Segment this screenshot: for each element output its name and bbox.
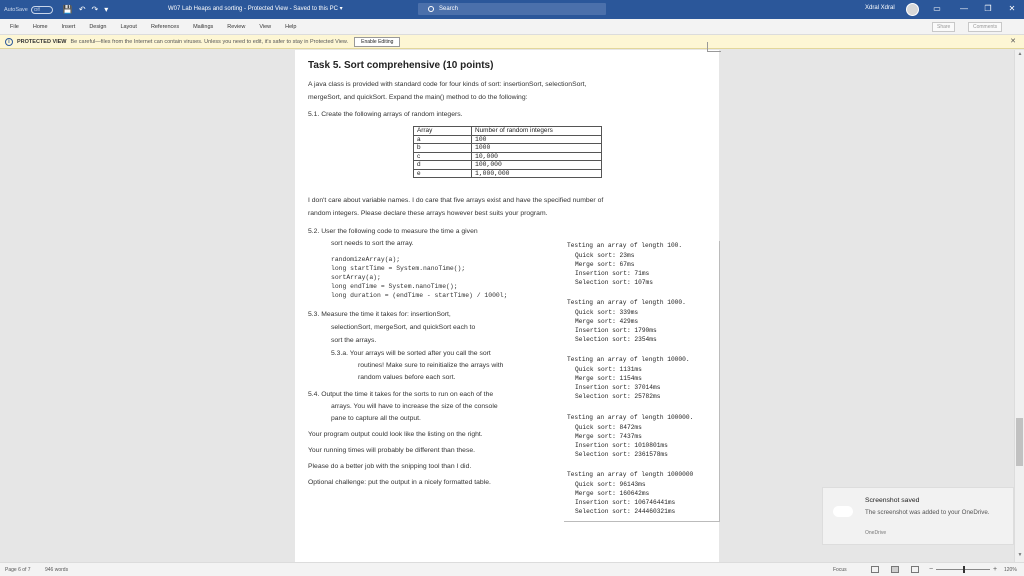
tab-references[interactable]: References [150, 23, 180, 30]
console-header: Testing an array of length 100000. [567, 414, 694, 421]
document-title[interactable]: W07 Lab Heaps and sorting - Protected View - Saved to this PC ▾ [168, 6, 343, 12]
table-row [414, 152, 602, 161]
console-line: Quick sort: 96143ms [575, 481, 646, 488]
user-name[interactable]: Xdral Xdral [865, 5, 895, 11]
autosave-switch[interactable] [31, 6, 53, 14]
status-bar [0, 562, 1024, 576]
paragraph-2: Your running times will probably be different than these. [308, 447, 476, 454]
zoom-slider-handle[interactable] [963, 566, 965, 573]
step-5-3a-line-2: routines! Make sure to reinitialize the arrays with [358, 362, 504, 369]
onedrive-cloud-icon [833, 506, 853, 517]
focus-mode-button[interactable]: Focus [833, 567, 847, 573]
console-line: Merge sort: 1154ms [575, 375, 642, 382]
step-5-2-line-2: sort needs to sort the array. [331, 240, 414, 247]
console-line: Quick sort: 339ms [575, 309, 639, 316]
save-icon[interactable]: 💾 [62, 5, 73, 14]
tab-view[interactable]: View [259, 23, 272, 30]
screenshot-toast[interactable] [822, 487, 1014, 545]
step-5-4-line-2: arrays. You will have to increase the size of the console [331, 403, 498, 410]
table-header-row [414, 127, 602, 136]
word-count[interactable]: 946 words [45, 567, 69, 573]
search-box[interactable] [418, 3, 606, 15]
toast-body: The screenshot was added to your OneDrive. [865, 509, 990, 516]
search-icon [428, 6, 434, 12]
table-header-array: Array [414, 127, 472, 136]
table-cell: 100 [472, 135, 602, 144]
quick-access-toolbar [63, 5, 108, 14]
zoom-in-icon[interactable]: + [993, 566, 998, 573]
console-line: Insertion sort: 1790ms [575, 327, 657, 334]
step-5-4-line-3: pane to capture all the output. [331, 415, 421, 422]
info-icon: i [5, 38, 13, 46]
step-5-3a-line-3: random values before each sort. [358, 374, 456, 381]
protected-view-label: PROTECTED VIEW [17, 38, 67, 45]
code-line: sortArray(a); [331, 274, 381, 281]
arrays-table [413, 126, 602, 178]
table-cell: b [414, 144, 472, 153]
tab-file[interactable]: File [10, 23, 19, 30]
zoom-level[interactable]: 120% [1004, 567, 1017, 573]
console-header: Testing an array of length 1000000 [567, 471, 694, 478]
console-header: Testing an array of length 10000. [567, 356, 690, 363]
table-row [414, 161, 602, 170]
enable-editing-button[interactable]: Enable Editing [354, 37, 400, 47]
step-5-3-line-3: sort the arrays. [331, 337, 377, 344]
task-heading: Task 5. Sort comprehensive (10 points) [308, 60, 494, 71]
console-line: Insertion sort: 37014ms [575, 384, 661, 391]
margin-marker [707, 42, 721, 52]
table-row [414, 169, 602, 178]
redo-icon[interactable]: ↷ [91, 5, 99, 14]
minimize-button[interactable]: — [960, 4, 968, 13]
avatar[interactable] [906, 3, 919, 16]
table-cell: e [414, 169, 472, 178]
console-line: Quick sort: 1131ms [575, 366, 642, 373]
console-line: Selection sort: 107ms [575, 279, 653, 286]
paragraph-3: Please do a better job with the snipping tool than I did. [308, 463, 472, 470]
console-line: Selection sort: 244460321ms [575, 508, 676, 515]
paragraph-1: Your program output could look like the listing on the right. [308, 431, 483, 438]
intro-line-2: mergeSort, and quickSort. Expand the main() method to do the following: [308, 94, 528, 101]
title-bar [0, 0, 1024, 19]
customize-qat-icon[interactable]: ▾ [104, 5, 109, 14]
tab-review[interactable]: Review [227, 23, 246, 30]
table-row [414, 144, 602, 153]
table-row [414, 135, 602, 144]
paragraph-4: Optional challenge: put the output in a nicely formatted table. [308, 479, 491, 486]
console-line: Merge sort: 429ms [575, 318, 639, 325]
tab-design[interactable]: Design [89, 23, 107, 30]
step-5-1: 5.1. Create the following arrays of random integers. [308, 111, 463, 118]
code-line: long startTime = System.nanoTime(); [331, 265, 466, 272]
code-line: randomizeArray(a); [331, 256, 401, 263]
table-cell: d [414, 161, 472, 170]
print-layout-icon[interactable] [891, 566, 899, 573]
ribbon-display-options-icon[interactable]: ▭ [933, 4, 941, 13]
table-cell: 1000 [472, 144, 602, 153]
note-line-2: random integers. Please declare these arrays however best suits your program. [308, 210, 548, 217]
toast-source: OneDrive [865, 530, 887, 536]
step-5-3-line-1: 5.3. Measure the time it takes for: insertionSort, [308, 311, 451, 318]
share-button[interactable]: Share [932, 22, 955, 32]
read-mode-icon[interactable] [871, 566, 879, 573]
tab-layout[interactable]: Layout [120, 23, 137, 30]
console-line: Selection sort: 25782ms [575, 393, 661, 400]
table-cell: c [414, 152, 472, 161]
step-5-4-line-1: 5.4. Output the time it takes for the sorts to run on each of the [308, 391, 494, 398]
note-line-1: I don't care about variable names. I do care that five arrays exist and have the specified number of [308, 197, 604, 204]
console-line: Quick sort: 8472ms [575, 424, 642, 431]
table-cell: 100,000 [472, 161, 602, 170]
restore-button[interactable]: ❐ [984, 4, 992, 13]
console-header: Testing an array of length 1000. [567, 299, 686, 306]
ribbon-tabs [0, 19, 1024, 35]
intro-line-1: A java class is provided with standard code for four kinds of sort: insertionSort, selectionSort, [308, 81, 587, 88]
table-header-count: Number of random integers [472, 127, 602, 136]
autosave-state: Off [33, 7, 40, 12]
protected-view-message: Be careful—files from the Internet can contain viruses. Unless you need to edit, it's safer to stay in Protected View. [70, 38, 349, 45]
tab-mailings[interactable]: Mailings [193, 23, 214, 30]
scroll-up-icon[interactable]: ▲ [1017, 51, 1023, 57]
code-line: long endTime = System.nanoTime(); [331, 283, 458, 290]
console-line: Selection sort: 2361578ms [575, 451, 668, 458]
tab-help[interactable]: Help [285, 23, 297, 30]
zoom-out-icon[interactable]: − [929, 566, 934, 573]
step-5-3a-line-1: 5.3.a. Your arrays will be sorted after you call the sort [331, 350, 491, 357]
search-label: Search [439, 6, 459, 12]
console-line: Insertion sort: 1010801ms [575, 442, 668, 449]
step-5-3-line-2: selectionSort, mergeSort, and quickSort each to [331, 324, 476, 331]
console-line: Insertion sort: 71ms [575, 270, 650, 277]
step-5-2-line-1: 5.2. User the following code to measure the time a given [308, 228, 478, 235]
console-header: Testing an array of length 100. [567, 242, 683, 249]
scrollbar-thumb[interactable] [1016, 418, 1023, 466]
autosave-toggle[interactable] [4, 6, 53, 14]
protected-view-bar [0, 35, 1024, 49]
table-cell: 10,000 [472, 152, 602, 161]
close-icon[interactable]: ✕ [1010, 38, 1016, 45]
vertical-scrollbar[interactable] [1014, 50, 1024, 562]
table-cell: 1,000,000 [472, 169, 602, 178]
close-button[interactable]: ✕ [1008, 4, 1016, 13]
console-line: Merge sort: 67ms [575, 261, 635, 268]
web-layout-icon[interactable] [911, 566, 919, 573]
code-line: long duration = (endTime - startTime) / 1000l; [331, 292, 508, 299]
console-line: Insertion sort: 106746441ms [575, 499, 676, 506]
tab-home[interactable]: Home [32, 23, 48, 30]
toast-title: Screenshot saved [865, 497, 920, 504]
tab-insert[interactable]: Insert [61, 23, 76, 30]
table-cell: a [414, 135, 472, 144]
undo-icon[interactable]: ↶ [78, 5, 86, 14]
console-line: Merge sort: 7437ms [575, 433, 642, 440]
page-count[interactable]: Page 6 of 7 [5, 567, 31, 573]
comments-button[interactable]: Comments [968, 22, 1002, 32]
console-line: Quick sort: 23ms [575, 252, 635, 259]
scroll-down-icon[interactable]: ▼ [1017, 552, 1023, 558]
console-line: Selection sort: 2354ms [575, 336, 657, 343]
autosave-label: AutoSave [4, 6, 28, 13]
console-line: Merge sort: 160642ms [575, 490, 650, 497]
console-output-image [564, 241, 720, 522]
